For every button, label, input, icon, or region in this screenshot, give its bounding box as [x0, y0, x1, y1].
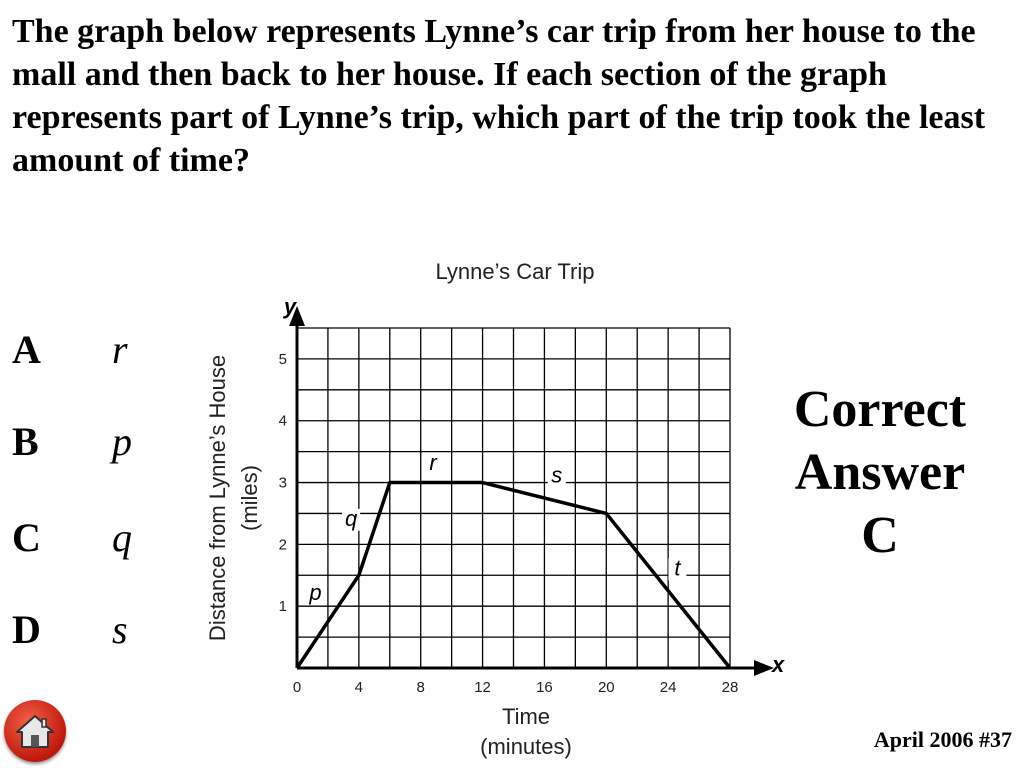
x-axis-arrow-icon: [754, 660, 774, 676]
choice-letter: B: [12, 419, 39, 464]
x-tick-label: 28: [721, 679, 739, 696]
segment-label-r: r: [429, 450, 437, 476]
source-footer: April 2006 #37: [873, 727, 1012, 752]
x-axis-label: Time: [501, 704, 551, 729]
home-button[interactable]: [4, 700, 66, 762]
question-text: The graph below represents Lynne’s car trip from her house to the mall and then back to her house. If each section of the graph represents part of Lynne’s trip, which part of the trip took the least amount of time?: [12, 13, 986, 179]
x-tick-label: 20: [597, 679, 615, 696]
segment-label-p: p: [309, 580, 322, 605]
x-tick-label: 4: [354, 679, 364, 696]
segment-label-s: s: [551, 462, 563, 488]
y-tick-label: 5: [278, 350, 287, 368]
x-tick-label: 0: [292, 679, 302, 696]
x-tick-label: 12: [474, 679, 491, 696]
answer-letter: C: [861, 507, 899, 564]
y-tick-label: 2: [278, 536, 287, 554]
correct-answer: [770, 378, 990, 567]
segment-label-q: q: [345, 505, 358, 531]
home-icon: [15, 713, 55, 749]
x-tick-label: 24: [659, 679, 677, 696]
choice-variable: q: [112, 515, 132, 560]
y-tick-label: 4: [278, 412, 287, 430]
answer-line-2: Answer: [794, 444, 966, 501]
x-tick-label: 8: [416, 679, 425, 696]
answer-line-1: Correct: [793, 381, 967, 438]
y-axis-letter: y: [283, 294, 297, 319]
x-axis-unit: (minutes): [480, 734, 572, 759]
segment-labels: [307, 450, 687, 605]
chart-axes: [289, 306, 774, 676]
choice-letter: D: [12, 607, 41, 652]
choice-variable: s: [112, 607, 128, 652]
choice-variable: r: [112, 327, 128, 372]
y-axis-label: Distance from Lynne’s House: [205, 354, 230, 642]
y-tick-label: 1: [278, 598, 287, 616]
chart-title: Lynne’s Car Trip: [435, 259, 595, 284]
x-tick-label: 16: [536, 679, 553, 696]
choice-letter: C: [12, 515, 41, 560]
segment-label-t: t: [674, 555, 681, 581]
x-axis-letter: x: [772, 652, 785, 677]
y-tick-label: 3: [278, 474, 287, 492]
trip-chart: [200, 250, 810, 765]
y-axis-unit: (miles): [237, 465, 262, 531]
chart-grid: [297, 328, 730, 668]
choice-letter: A: [12, 327, 41, 372]
choice-variable: p: [112, 419, 132, 464]
